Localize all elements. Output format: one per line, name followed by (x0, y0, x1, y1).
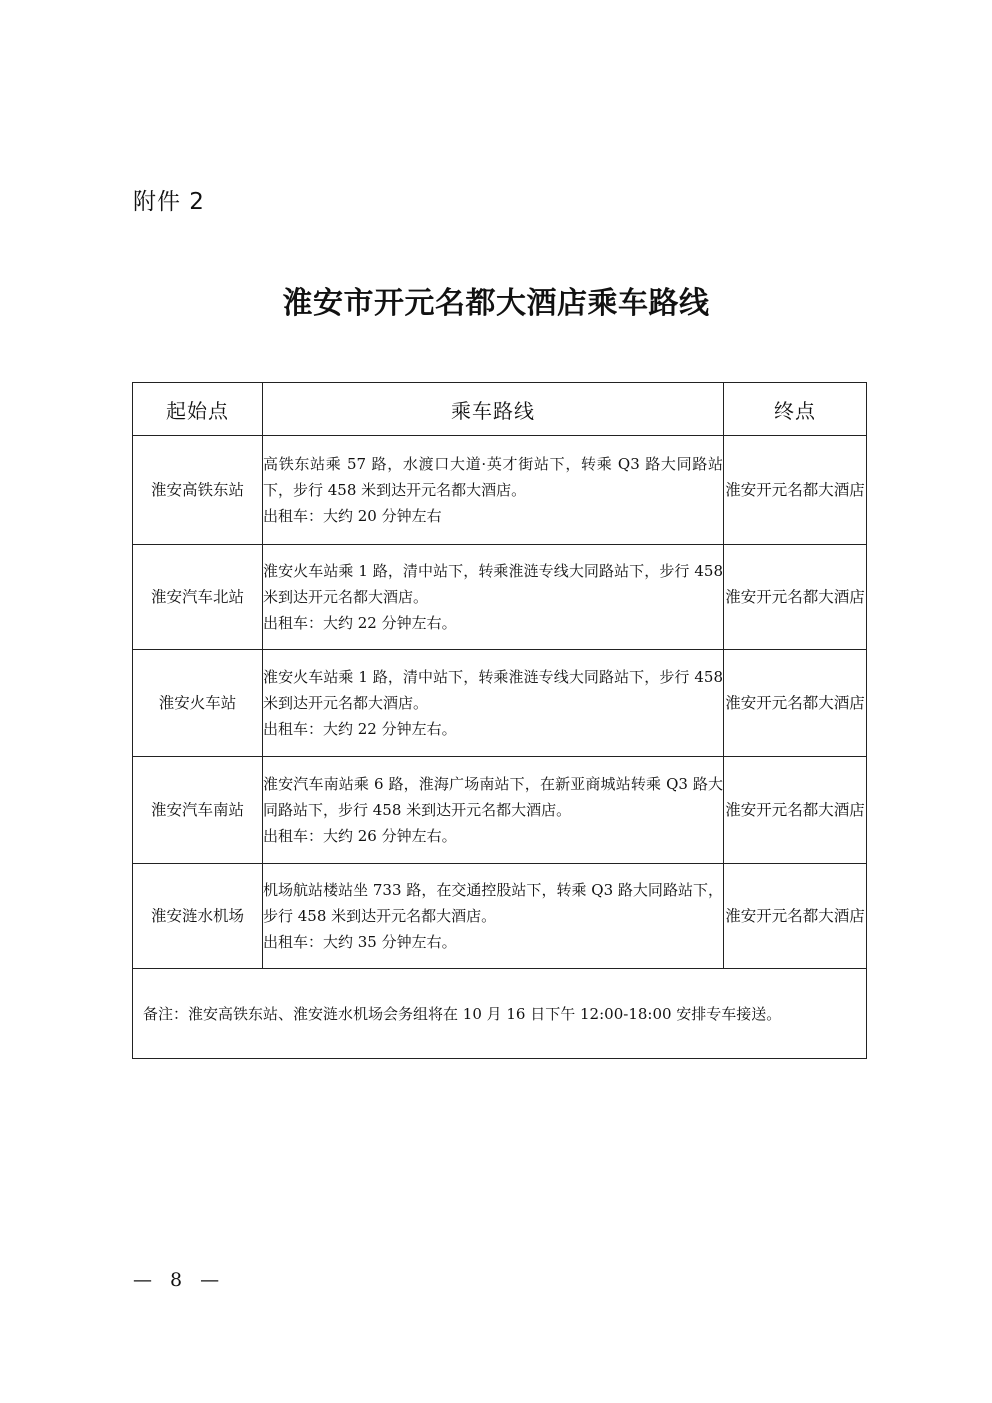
start-cell: 淮安高铁东站 (133, 436, 263, 545)
route-cell (263, 864, 724, 969)
taxi-text: 出租车：大约 26 分钟左右。 (263, 827, 457, 845)
note-row (133, 969, 867, 1059)
attachment-label: 附件 2 (133, 189, 205, 215)
taxi-text: 出租车：大约 35 分钟左右。 (263, 933, 457, 951)
table-row (133, 436, 867, 545)
route-cell (263, 436, 724, 545)
table-row (133, 864, 867, 969)
end-cell: 淮安开元名都大酒店 (724, 757, 867, 864)
end-cell: 淮安开元名都大酒店 (724, 864, 867, 969)
table-row (133, 545, 867, 650)
taxi-text: 出租车：大约 20 分钟左右 (263, 507, 442, 525)
header-route: 乘车路线 (263, 383, 724, 436)
start-cell: 淮安涟水机场 (133, 864, 263, 969)
route-cell (263, 757, 724, 864)
end-cell: 淮安开元名都大酒店 (724, 545, 867, 650)
route-text: 淮安火车站乘 1 路，清中站下，转乘淮涟专线大同路站下，步行 458 米到达开元名都大酒店。 (263, 668, 723, 712)
end-cell: 淮安开元名都大酒店 (724, 436, 867, 545)
route-table (132, 382, 867, 1059)
table-row (133, 757, 867, 864)
end-cell: 淮安开元名都大酒店 (724, 650, 867, 757)
taxi-text: 出租车：大约 22 分钟左右。 (263, 720, 457, 738)
page-number: — 8 — (133, 1269, 226, 1291)
start-cell: 淮安汽车北站 (133, 545, 263, 650)
route-text: 机场航站楼站坐 733 路，在交通控股站下，转乘 Q3 路大同路站下，步行 458 米到达开元名都大酒店。 (263, 881, 723, 925)
note-text: 备注：淮安高铁东站、淮安涟水机场会务组将在 10 月 16 日下午 12:00-18:00 安排专车接送。 (133, 969, 867, 1059)
document-title: 淮安市开元名都大酒店乘车路线 (282, 286, 710, 321)
table-header-row (133, 383, 867, 436)
table-row (133, 650, 867, 757)
route-cell (263, 650, 724, 757)
route-text: 淮安汽车南站乘 6 路，淮海广场南站下，在新亚商城站转乘 Q3 路大同路站下，步行 458 米到达开元名都大酒店。 (263, 775, 723, 819)
route-text: 高铁东站乘 57 路，水渡口大道·英才街站下，转乘 Q3 路大同路站下，步行 458 米到达开元名都大酒店。 (263, 455, 723, 499)
route-text: 淮安火车站乘 1 路，清中站下，转乘淮涟专线大同路站下，步行 458 米到达开元名都大酒店。 (263, 562, 723, 606)
header-start: 起始点 (133, 383, 263, 436)
header-end: 终点 (724, 383, 867, 436)
route-cell (263, 545, 724, 650)
start-cell: 淮安火车站 (133, 650, 263, 757)
taxi-text: 出租车：大约 22 分钟左右。 (263, 614, 457, 632)
start-cell: 淮安汽车南站 (133, 757, 263, 864)
